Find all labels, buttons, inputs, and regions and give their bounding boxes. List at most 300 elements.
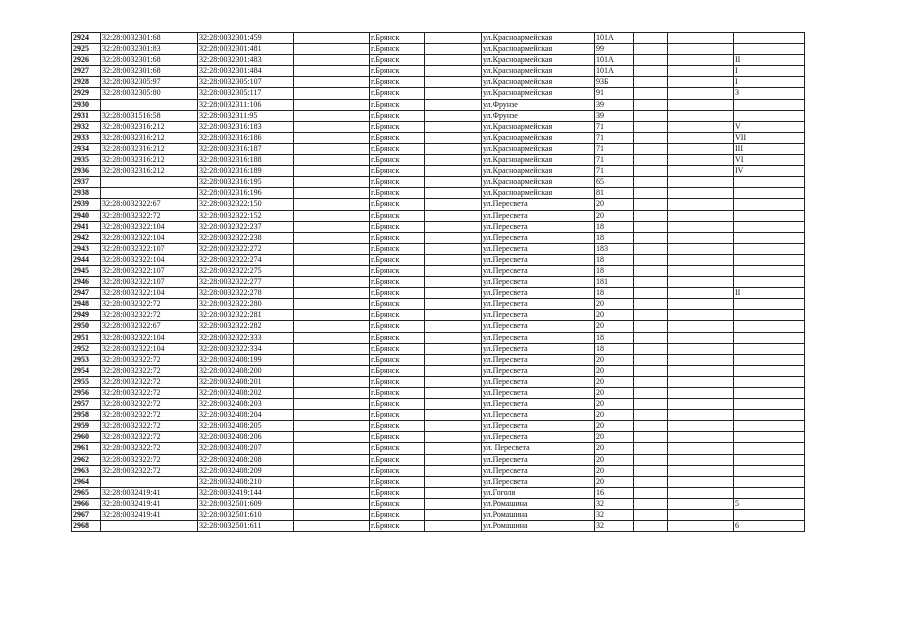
blank-cell-b	[425, 177, 482, 188]
cadastral-number-cell: 32:28:0032301:484	[198, 66, 294, 77]
blank-cell-d	[668, 33, 734, 44]
blank-cell-a	[294, 354, 370, 365]
table-row	[72, 299, 805, 310]
blank-cell-b	[425, 388, 482, 399]
blank-cell-c	[634, 132, 668, 143]
premises-number-cell	[734, 465, 805, 476]
city-cell: г.Брянск	[370, 277, 425, 288]
blank-cell-b	[425, 299, 482, 310]
blank-cell-b	[425, 110, 482, 121]
table-row	[72, 432, 805, 443]
blank-cell-d	[668, 465, 734, 476]
record-number-cell: 2931	[72, 110, 101, 121]
blank-cell-b	[425, 254, 482, 265]
house-number-cell: 81	[595, 188, 634, 199]
record-number-cell: 2944	[72, 254, 101, 265]
city-cell: г.Брянск	[370, 33, 425, 44]
blank-cell-a	[294, 388, 370, 399]
premises-number-cell: II	[734, 288, 805, 299]
record-number-cell: 2954	[72, 365, 101, 376]
premises-number-cell: V	[734, 121, 805, 132]
table-row	[72, 33, 805, 44]
blank-cell-a	[294, 110, 370, 121]
blank-cell-d	[668, 254, 734, 265]
blank-cell-c	[634, 498, 668, 509]
blank-cell-c	[634, 254, 668, 265]
parent-cadastral-number-cell: 32:28:0032322:104	[101, 221, 198, 232]
city-cell: г.Брянск	[370, 265, 425, 276]
table-row	[72, 88, 805, 99]
table-row	[72, 55, 805, 66]
street-cell: ул.Красноармейская	[482, 121, 595, 132]
blank-cell-c	[634, 410, 668, 421]
premises-number-cell: I	[734, 66, 805, 77]
street-cell: ул.Пересвета	[482, 277, 595, 288]
house-number-cell: 20	[595, 310, 634, 321]
street-cell: ул.Красноармейская	[482, 44, 595, 55]
blank-cell-c	[634, 121, 668, 132]
house-number-cell: 18	[595, 221, 634, 232]
blank-cell-c	[634, 454, 668, 465]
cadastral-number-cell: 32:28:0032316:196	[198, 188, 294, 199]
house-number-cell: 20	[595, 410, 634, 421]
blank-cell-c	[634, 143, 668, 154]
premises-number-cell: IV	[734, 166, 805, 177]
blank-cell-d	[668, 454, 734, 465]
house-number-cell: 20	[595, 399, 634, 410]
street-cell: ул.Красноармейская	[482, 88, 595, 99]
parent-cadastral-number-cell: 32:28:0032316:212	[101, 166, 198, 177]
blank-cell-c	[634, 44, 668, 55]
blank-cell-b	[425, 277, 482, 288]
parent-cadastral-number-cell: 32:28:0032322:104	[101, 332, 198, 343]
premises-number-cell	[734, 410, 805, 421]
table-row	[72, 265, 805, 276]
street-cell: ул.Пересвета	[482, 410, 595, 421]
street-cell: ул.Пересвета	[482, 388, 595, 399]
city-cell: г.Брянск	[370, 365, 425, 376]
premises-number-cell	[734, 454, 805, 465]
table-row	[72, 354, 805, 365]
blank-cell-b	[425, 143, 482, 154]
parent-cadastral-number-cell: 32:28:0032322:72	[101, 443, 198, 454]
street-cell: ул.Красноармейская	[482, 77, 595, 88]
record-number-cell: 2952	[72, 343, 101, 354]
blank-cell-c	[634, 343, 668, 354]
city-cell: г.Брянск	[370, 155, 425, 166]
blank-cell-d	[668, 354, 734, 365]
blank-cell-d	[668, 88, 734, 99]
blank-cell-a	[294, 188, 370, 199]
parent-cadastral-number-cell	[101, 99, 198, 110]
blank-cell-d	[668, 521, 734, 532]
blank-cell-c	[634, 288, 668, 299]
table-row	[72, 110, 805, 121]
registry-table	[71, 32, 805, 532]
street-cell: ул.Пересвета	[482, 288, 595, 299]
cadastral-number-cell: 32:28:0032311:95	[198, 110, 294, 121]
blank-cell-a	[294, 155, 370, 166]
city-cell: г.Брянск	[370, 421, 425, 432]
city-cell: г.Брянск	[370, 299, 425, 310]
blank-cell-d	[668, 77, 734, 88]
blank-cell-d	[668, 476, 734, 487]
premises-number-cell	[734, 510, 805, 521]
record-number-cell: 2932	[72, 121, 101, 132]
blank-cell-a	[294, 288, 370, 299]
blank-cell-b	[425, 498, 482, 509]
parent-cadastral-number-cell: 32:28:0032316:212	[101, 121, 198, 132]
house-number-cell: 20	[595, 476, 634, 487]
blank-cell-a	[294, 210, 370, 221]
table-row	[72, 521, 805, 532]
street-cell: ул.Красноармейская	[482, 155, 595, 166]
record-number-cell: 2936	[72, 166, 101, 177]
parent-cadastral-number-cell: 32:28:0032322:67	[101, 321, 198, 332]
street-cell: ул.Пересвета	[482, 299, 595, 310]
table-row	[72, 99, 805, 110]
record-number-cell: 2961	[72, 443, 101, 454]
city-cell: г.Брянск	[370, 232, 425, 243]
table-row	[72, 221, 805, 232]
table-row	[72, 498, 805, 509]
house-number-cell: 71	[595, 143, 634, 154]
table-row	[72, 443, 805, 454]
premises-number-cell	[734, 299, 805, 310]
table-row	[72, 421, 805, 432]
blank-cell-d	[668, 221, 734, 232]
blank-cell-d	[668, 177, 734, 188]
city-cell: г.Брянск	[370, 166, 425, 177]
house-number-cell: 65	[595, 177, 634, 188]
street-cell: ул.Пересвета	[482, 310, 595, 321]
blank-cell-d	[668, 310, 734, 321]
record-number-cell: 2968	[72, 521, 101, 532]
street-cell: ул.Пересвета	[482, 354, 595, 365]
city-cell: г.Брянск	[370, 454, 425, 465]
blank-cell-d	[668, 188, 734, 199]
city-cell: г.Брянск	[370, 310, 425, 321]
cadastral-number-cell: 32:28:0032322:333	[198, 332, 294, 343]
city-cell: г.Брянск	[370, 410, 425, 421]
blank-cell-d	[668, 399, 734, 410]
premises-number-cell: 6	[734, 521, 805, 532]
blank-cell-c	[634, 243, 668, 254]
record-number-cell: 2950	[72, 321, 101, 332]
blank-cell-c	[634, 77, 668, 88]
city-cell: г.Брянск	[370, 443, 425, 454]
parent-cadastral-number-cell: 32:28:0032316:212	[101, 155, 198, 166]
parent-cadastral-number-cell: 32:28:0032419:41	[101, 487, 198, 498]
house-number-cell: 20	[595, 210, 634, 221]
blank-cell-a	[294, 277, 370, 288]
house-number-cell: 20	[595, 199, 634, 210]
blank-cell-c	[634, 354, 668, 365]
table-row	[72, 376, 805, 387]
cadastral-number-cell: 32:28:0032322:282	[198, 321, 294, 332]
table-row	[72, 232, 805, 243]
street-cell: ул.Красноармейская	[482, 188, 595, 199]
parent-cadastral-number-cell: 32:28:0032322:72	[101, 388, 198, 399]
table-row	[72, 44, 805, 55]
blank-cell-b	[425, 77, 482, 88]
street-cell: ул.Пересвета	[482, 199, 595, 210]
blank-cell-c	[634, 332, 668, 343]
parent-cadastral-number-cell: 32:28:0032322:104	[101, 254, 198, 265]
table-row	[72, 454, 805, 465]
parent-cadastral-number-cell: 32:28:0032322:104	[101, 343, 198, 354]
premises-number-cell	[734, 376, 805, 387]
cadastral-number-cell: 32:28:0032408:199	[198, 354, 294, 365]
table-row	[72, 121, 805, 132]
city-cell: г.Брянск	[370, 510, 425, 521]
premises-number-cell	[734, 265, 805, 276]
blank-cell-c	[634, 487, 668, 498]
city-cell: г.Брянск	[370, 498, 425, 509]
blank-cell-d	[668, 99, 734, 110]
record-number-cell: 2930	[72, 99, 101, 110]
blank-cell-a	[294, 510, 370, 521]
blank-cell-c	[634, 199, 668, 210]
street-cell: ул.Пересвета	[482, 332, 595, 343]
record-number-cell: 2955	[72, 376, 101, 387]
cadastral-number-cell: 32:28:0032408:210	[198, 476, 294, 487]
blank-cell-c	[634, 321, 668, 332]
blank-cell-a	[294, 143, 370, 154]
cadastral-number-cell: 32:28:0032311:106	[198, 99, 294, 110]
record-number-cell: 2937	[72, 177, 101, 188]
blank-cell-b	[425, 465, 482, 476]
blank-cell-c	[634, 210, 668, 221]
parent-cadastral-number-cell: 32:28:0032322:72	[101, 310, 198, 321]
cadastral-number-cell: 32:28:0032316:186	[198, 132, 294, 143]
city-cell: г.Брянск	[370, 465, 425, 476]
table-row	[72, 465, 805, 476]
street-cell: ул.Пересвета	[482, 376, 595, 387]
blank-cell-b	[425, 265, 482, 276]
table-row	[72, 476, 805, 487]
cadastral-number-cell: 32:28:0032316:195	[198, 177, 294, 188]
blank-cell-a	[294, 376, 370, 387]
blank-cell-b	[425, 421, 482, 432]
house-number-cell: 101А	[595, 33, 634, 44]
city-cell: г.Брянск	[370, 55, 425, 66]
street-cell: ул.Красноармейская	[482, 33, 595, 44]
blank-cell-a	[294, 410, 370, 421]
table-row	[72, 254, 805, 265]
premises-number-cell	[734, 354, 805, 365]
house-number-cell: 18	[595, 265, 634, 276]
city-cell: г.Брянск	[370, 399, 425, 410]
street-cell: ул.Пересвета	[482, 221, 595, 232]
premises-number-cell: VI	[734, 155, 805, 166]
city-cell: г.Брянск	[370, 177, 425, 188]
blank-cell-b	[425, 321, 482, 332]
table-row	[72, 177, 805, 188]
street-cell: ул.Красноармейская	[482, 132, 595, 143]
cadastral-number-cell: 32:28:0032408:205	[198, 421, 294, 432]
blank-cell-a	[294, 521, 370, 532]
house-number-cell: 39	[595, 110, 634, 121]
blank-cell-d	[668, 432, 734, 443]
blank-cell-d	[668, 66, 734, 77]
city-cell: г.Брянск	[370, 132, 425, 143]
parent-cadastral-number-cell: 32:28:0031516:58	[101, 110, 198, 121]
blank-cell-b	[425, 487, 482, 498]
cadastral-number-cell: 32:28:0032322:275	[198, 265, 294, 276]
blank-cell-b	[425, 132, 482, 143]
blank-cell-d	[668, 498, 734, 509]
city-cell: г.Брянск	[370, 199, 425, 210]
house-number-cell: 20	[595, 432, 634, 443]
parent-cadastral-number-cell: 32:28:0032301:68	[101, 66, 198, 77]
blank-cell-c	[634, 33, 668, 44]
blank-cell-d	[668, 299, 734, 310]
blank-cell-b	[425, 410, 482, 421]
blank-cell-b	[425, 332, 482, 343]
blank-cell-d	[668, 132, 734, 143]
blank-cell-c	[634, 432, 668, 443]
blank-cell-d	[668, 277, 734, 288]
house-number-cell: 32	[595, 498, 634, 509]
house-number-cell: 18	[595, 332, 634, 343]
blank-cell-a	[294, 421, 370, 432]
premises-number-cell	[734, 99, 805, 110]
blank-cell-a	[294, 232, 370, 243]
blank-cell-d	[668, 510, 734, 521]
table-row	[72, 487, 805, 498]
cadastral-number-cell: 32:28:0032501:611	[198, 521, 294, 532]
blank-cell-d	[668, 343, 734, 354]
table-row	[72, 343, 805, 354]
blank-cell-c	[634, 443, 668, 454]
premises-number-cell	[734, 332, 805, 343]
cadastral-number-cell: 32:28:0032408:202	[198, 388, 294, 399]
cadastral-number-cell: 32:28:0032316:189	[198, 166, 294, 177]
record-number-cell: 2967	[72, 510, 101, 521]
house-number-cell: 18	[595, 288, 634, 299]
record-number-cell: 2941	[72, 221, 101, 232]
parent-cadastral-number-cell: 32:28:0032305:80	[101, 88, 198, 99]
blank-cell-c	[634, 221, 668, 232]
table-row	[72, 365, 805, 376]
blank-cell-d	[668, 199, 734, 210]
premises-number-cell	[734, 254, 805, 265]
blank-cell-b	[425, 476, 482, 487]
blank-cell-a	[294, 88, 370, 99]
parent-cadastral-number-cell: 32:28:0032301:68	[101, 55, 198, 66]
blank-cell-c	[634, 177, 668, 188]
house-number-cell: 20	[595, 388, 634, 399]
blank-cell-b	[425, 188, 482, 199]
cadastral-number-cell: 32:28:0032501:609	[198, 498, 294, 509]
city-cell: г.Брянск	[370, 221, 425, 232]
cadastral-number-cell: 32:28:0032408:209	[198, 465, 294, 476]
blank-cell-d	[668, 388, 734, 399]
parent-cadastral-number-cell: 32:28:0032322:107	[101, 277, 198, 288]
blank-cell-a	[294, 77, 370, 88]
premises-number-cell	[734, 487, 805, 498]
house-number-cell: 20	[595, 421, 634, 432]
blank-cell-a	[294, 199, 370, 210]
record-number-cell: 2943	[72, 243, 101, 254]
premises-number-cell: III	[734, 143, 805, 154]
blank-cell-c	[634, 521, 668, 532]
city-cell: г.Брянск	[370, 143, 425, 154]
parent-cadastral-number-cell: 32:28:0032322:72	[101, 376, 198, 387]
blank-cell-b	[425, 354, 482, 365]
street-cell: ул.Пересвета	[482, 265, 595, 276]
city-cell: г.Брянск	[370, 354, 425, 365]
record-number-cell: 2960	[72, 432, 101, 443]
record-number-cell: 2946	[72, 277, 101, 288]
blank-cell-c	[634, 421, 668, 432]
record-number-cell: 2929	[72, 88, 101, 99]
blank-cell-a	[294, 121, 370, 132]
blank-cell-d	[668, 243, 734, 254]
parent-cadastral-number-cell	[101, 521, 198, 532]
table-row	[72, 210, 805, 221]
blank-cell-b	[425, 432, 482, 443]
blank-cell-a	[294, 454, 370, 465]
parent-cadastral-number-cell: 32:28:0032322:72	[101, 410, 198, 421]
blank-cell-b	[425, 55, 482, 66]
record-number-cell: 2942	[72, 232, 101, 243]
city-cell: г.Брянск	[370, 288, 425, 299]
record-number-cell: 2940	[72, 210, 101, 221]
parent-cadastral-number-cell: 32:28:0032322:107	[101, 243, 198, 254]
blank-cell-c	[634, 265, 668, 276]
table-row	[72, 155, 805, 166]
table-row	[72, 288, 805, 299]
blank-cell-b	[425, 99, 482, 110]
premises-number-cell	[734, 210, 805, 221]
premises-number-cell	[734, 432, 805, 443]
parent-cadastral-number-cell: 32:28:0032322:104	[101, 288, 198, 299]
record-number-cell: 2964	[72, 476, 101, 487]
city-cell: г.Брянск	[370, 88, 425, 99]
house-number-cell: 39	[595, 99, 634, 110]
record-number-cell: 2939	[72, 199, 101, 210]
cadastral-number-cell: 32:28:0032322:274	[198, 254, 294, 265]
table-row	[72, 132, 805, 143]
premises-number-cell	[734, 188, 805, 199]
house-number-cell: 99	[595, 44, 634, 55]
record-number-cell: 2957	[72, 399, 101, 410]
street-cell: ул.Пересвета	[482, 243, 595, 254]
cadastral-number-cell: 32:28:0032305:107	[198, 77, 294, 88]
street-cell: ул.Фрунзе	[482, 99, 595, 110]
parent-cadastral-number-cell: 32:28:0032419:41	[101, 510, 198, 521]
blank-cell-b	[425, 221, 482, 232]
blank-cell-d	[668, 232, 734, 243]
house-number-cell: 32	[595, 510, 634, 521]
blank-cell-a	[294, 99, 370, 110]
blank-cell-b	[425, 33, 482, 44]
blank-cell-a	[294, 221, 370, 232]
street-cell: ул.Ромашина	[482, 521, 595, 532]
blank-cell-b	[425, 155, 482, 166]
city-cell: г.Брянск	[370, 254, 425, 265]
parent-cadastral-number-cell: 32:28:0032322:104	[101, 232, 198, 243]
record-number-cell: 2945	[72, 265, 101, 276]
house-number-cell: 20	[595, 299, 634, 310]
house-number-cell: 18	[595, 254, 634, 265]
blank-cell-d	[668, 487, 734, 498]
blank-cell-c	[634, 476, 668, 487]
blank-cell-b	[425, 288, 482, 299]
record-number-cell: 2949	[72, 310, 101, 321]
